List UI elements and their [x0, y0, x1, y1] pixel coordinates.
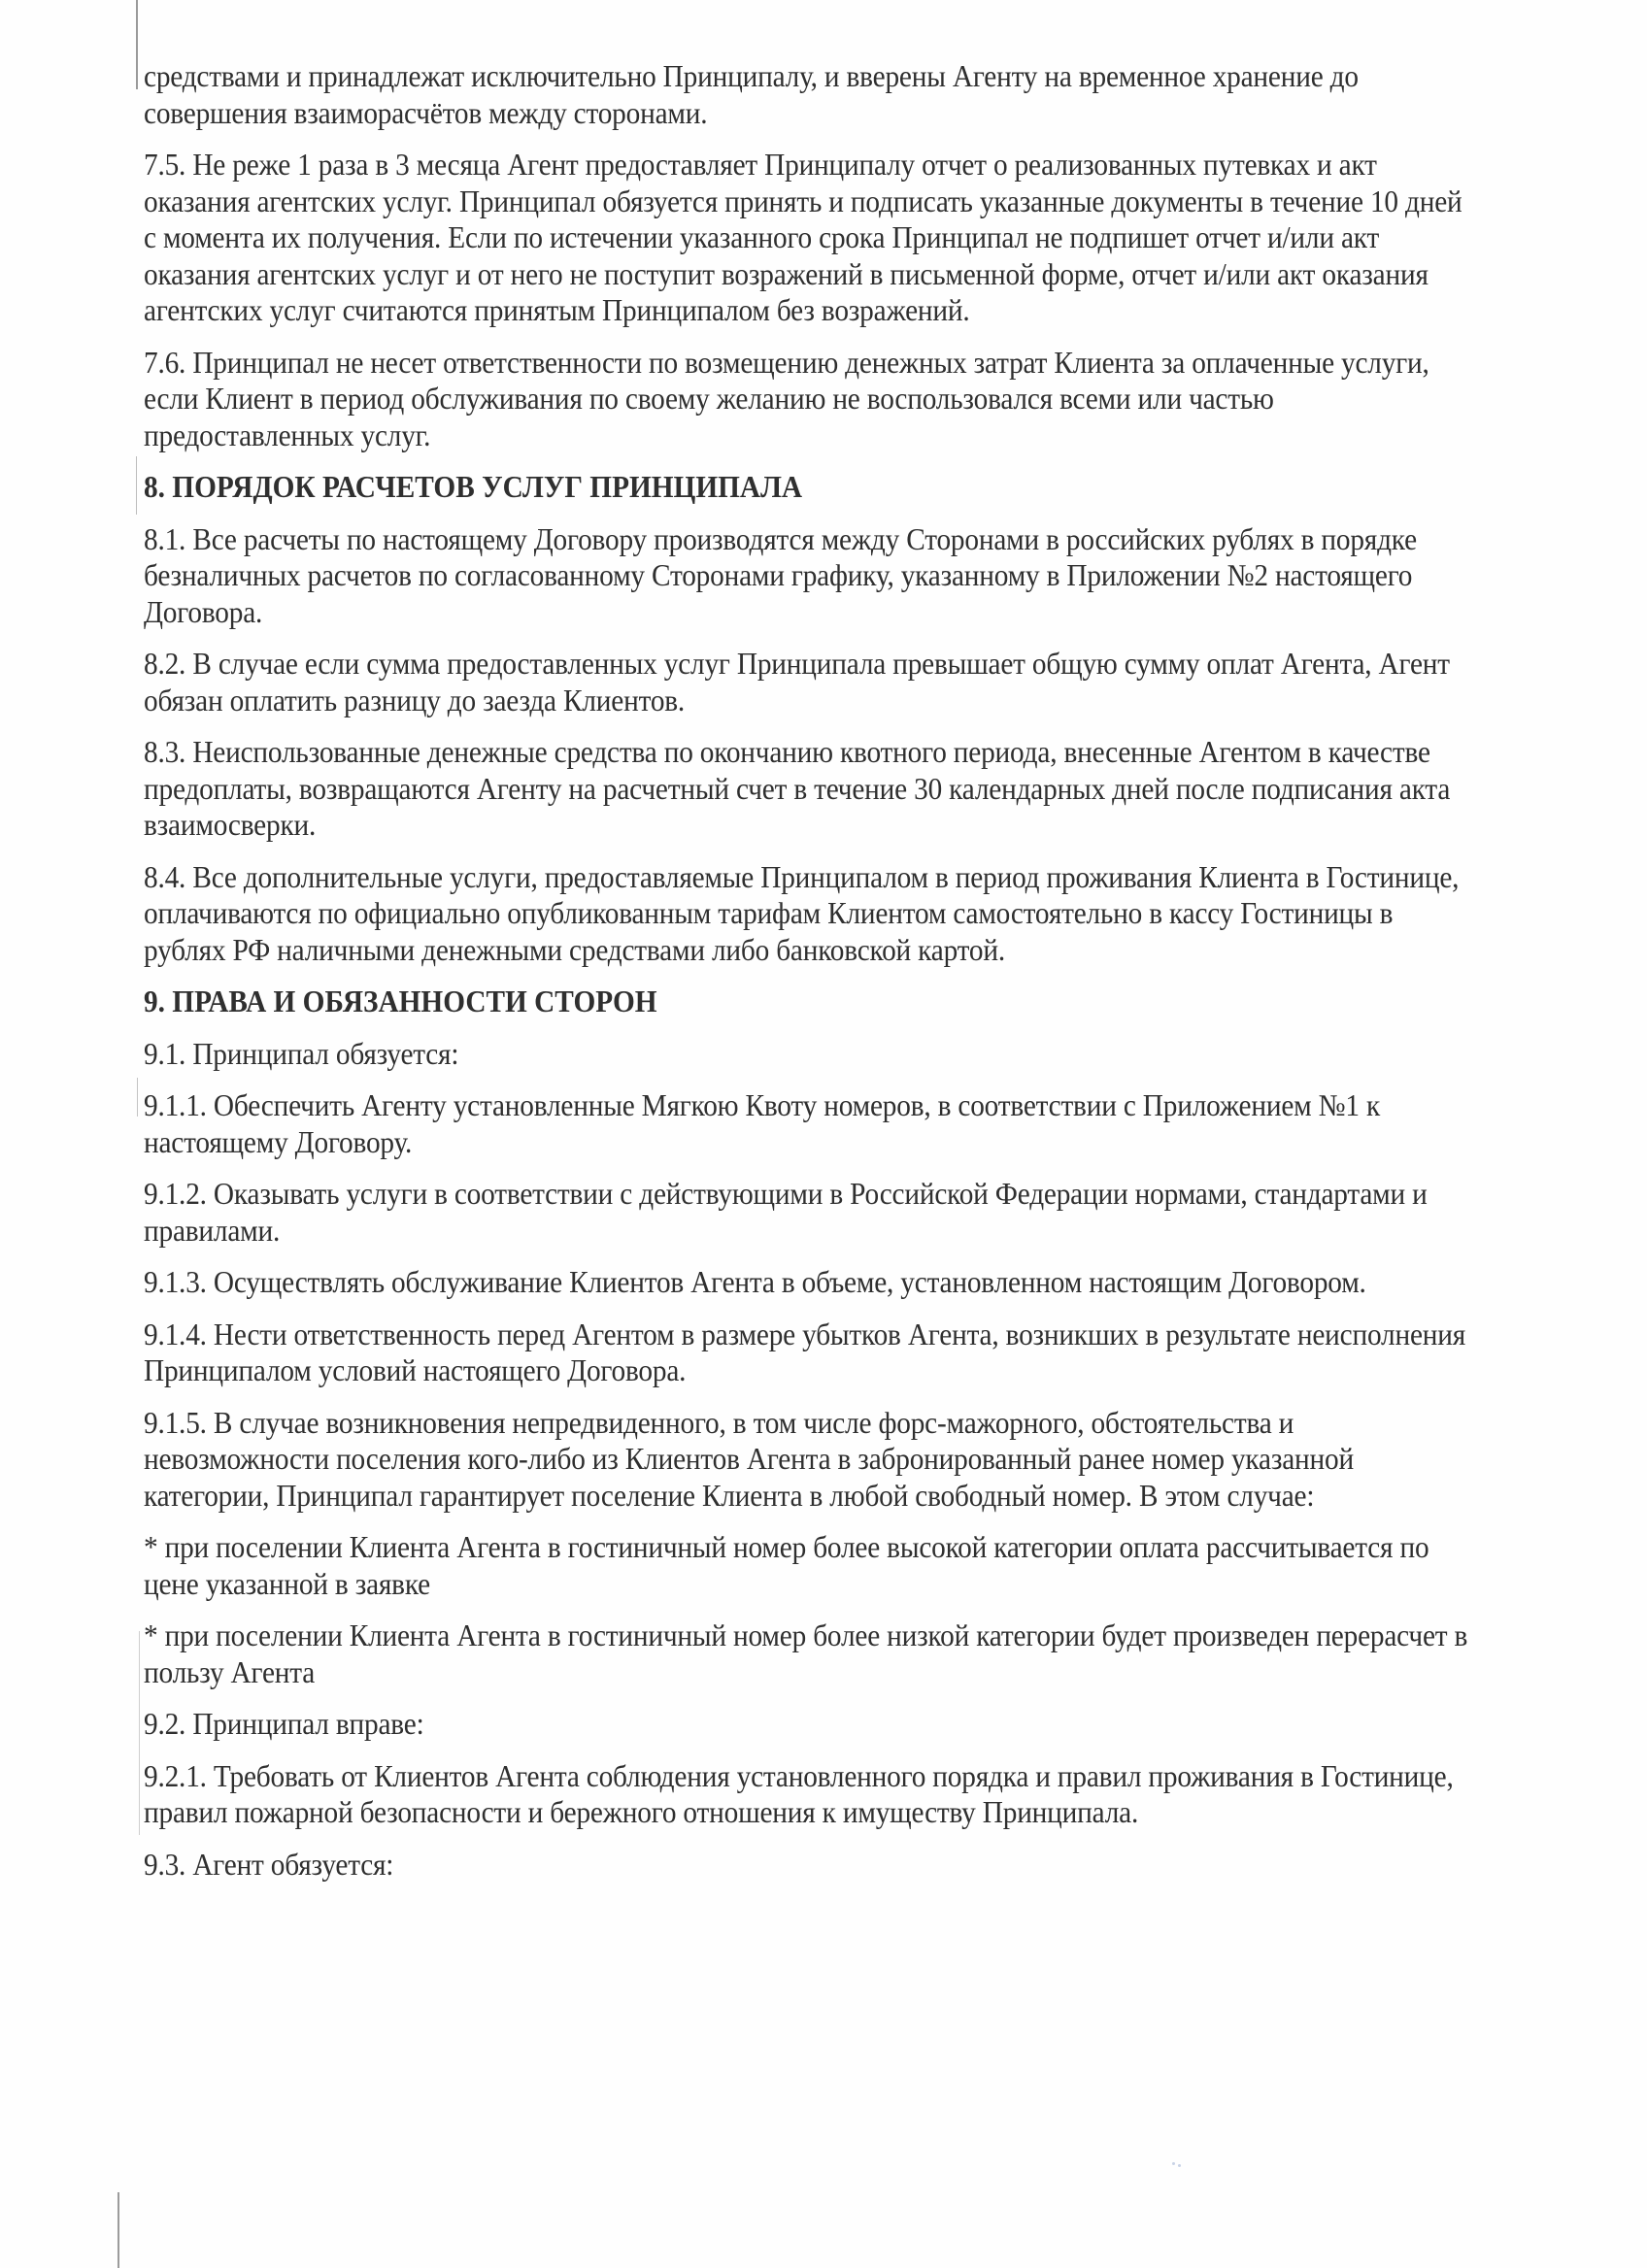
- clause-9-1-3: 9.1.3. Осуществлять обслуживание Клиентов Агента в объеме, установленном настоящим Договором.: [144, 1265, 1366, 1299]
- clause-8-3: 8.3. Неиспользованные денежные средства по окончанию квотного периода, внесенные Агентом в качестве предоплаты, возвращаются Агенту на расчетный счет в течение 30 календарных дней после подписания акта взаимосверки.: [144, 735, 1451, 842]
- scan-speck: [1172, 2162, 1175, 2165]
- paragraph-continuation: средствами и принадлежат исключительно Принципалу, и вверены Агенту на временное хранение до совершения взаиморасчётов между сторонами.: [144, 59, 1359, 130]
- section-heading-8: 8. ПОРЯДОК РАСЧЕТОВ УСЛУГ ПРИНЦИПАЛА: [144, 470, 803, 504]
- clause-9-1-4: 9.1.4. Нести ответственность перед Агентом в размере убытков Агента, возникших в результате неисполнения Принципалом условий настоящего Договора.: [144, 1317, 1466, 1387]
- document-body: [144, 58, 1484, 1898]
- scan-margin-line: [136, 456, 137, 515]
- clause-9-1-5: 9.1.5. В случае возникновения непредвиденного, в том числе форс-мажорного, обстоятельства и невозможности поселения кого-либо из Клиентов Агента в забронированный ранее номер указанной категории, Принципал гарантирует поселение Клиента в любой свободный номер. В этом случае:: [144, 1405, 1354, 1513]
- section-heading-9: 9. ПРАВА И ОБЯЗАННОСТИ СТОРОН: [144, 984, 657, 1018]
- clause-7-6: 7.6. Принципал не несет ответственности по возмещению денежных затрат Клиента за оплаченные услуги, если Клиент в период обслуживания по своему желанию не воспользовался всеми или частью предоставленных услуг.: [144, 345, 1429, 452]
- scan-margin-line: [137, 1078, 138, 1117]
- clause-7-5: 7.5. Не реже 1 раза в 3 месяца Агент предоставляет Принципалу отчет о реализованных путевках и акт оказания агентских услуг. Принципал обязуется принять и подписать указанные документы в течение 10 дней с момента их получения. Если по истечении указанного срока Принципал не подпишет отчет и/или акт оказания агентских услуг и от него не поступит возражений в письменной форме, отчет и/или акт оказания агентских услуг считаются принятым Принципалом без возражений.: [144, 148, 1462, 327]
- clause-9-1-2: 9.1.2. Оказывать услуги в соответствии с действующими в Российской Федерации нормами, стандартами и правилами.: [144, 1177, 1428, 1248]
- clause-9-1-1: 9.1.1. Обеспечить Агенту установленные Мягкою Квоту номеров, в соответствии с Приложением №1 к настоящему Договору.: [144, 1088, 1381, 1159]
- bullet-lower-category: * при поселении Клиента Агента в гостиничный номер более низкой категории будет произведен перерасчет в пользу Агента: [144, 1618, 1468, 1689]
- bullet-higher-category: * при поселении Клиента Агента в гостиничный номер более высокой категории оплата рассчитывается по цене указанной в заявке: [144, 1530, 1429, 1601]
- scan-margin-line: [118, 2192, 119, 2268]
- clause-9-1: 9.1. Принципал обязуется:: [144, 1036, 459, 1071]
- clause-9-2-1: 9.2.1. Требовать от Клиентов Агента соблюдения установленного порядка и правил проживания в Гостинице, правил пожарной безопасности и бережного отношения к имуществу Принципала.: [144, 1758, 1454, 1829]
- clause-9-2: 9.2. Принципал вправе:: [144, 1707, 424, 1741]
- clause-8-4: 8.4. Все дополнительные услуги, предоставляемые Принципалом в период проживания Клиента в Гостинице, оплачиваются по официально опубликованным тарифам Клиентом самостоятельно в кассу Гостиницы в рублях РФ наличными денежными средствами либо банковской картой.: [144, 859, 1460, 967]
- clause-9-3: 9.3. Агент обязуется:: [144, 1847, 394, 1882]
- scan-margin-line: [136, 0, 138, 89]
- scan-speck: [1178, 2164, 1181, 2167]
- scan-margin-line: [139, 1631, 140, 1835]
- clause-8-1: 8.1. Все расчеты по настоящему Договору производятся между Сторонами в российских рублях в порядке безналичных расчетов по согласованному Сторонами графику, указанному в Приложении №2 настоящего Договора.: [144, 521, 1417, 629]
- clause-8-2: 8.2. В случае если сумма предоставленных услуг Принципала превышает общую сумму оплат Агента, Агент обязан оплатить разницу до заезда Клиентов.: [144, 647, 1450, 717]
